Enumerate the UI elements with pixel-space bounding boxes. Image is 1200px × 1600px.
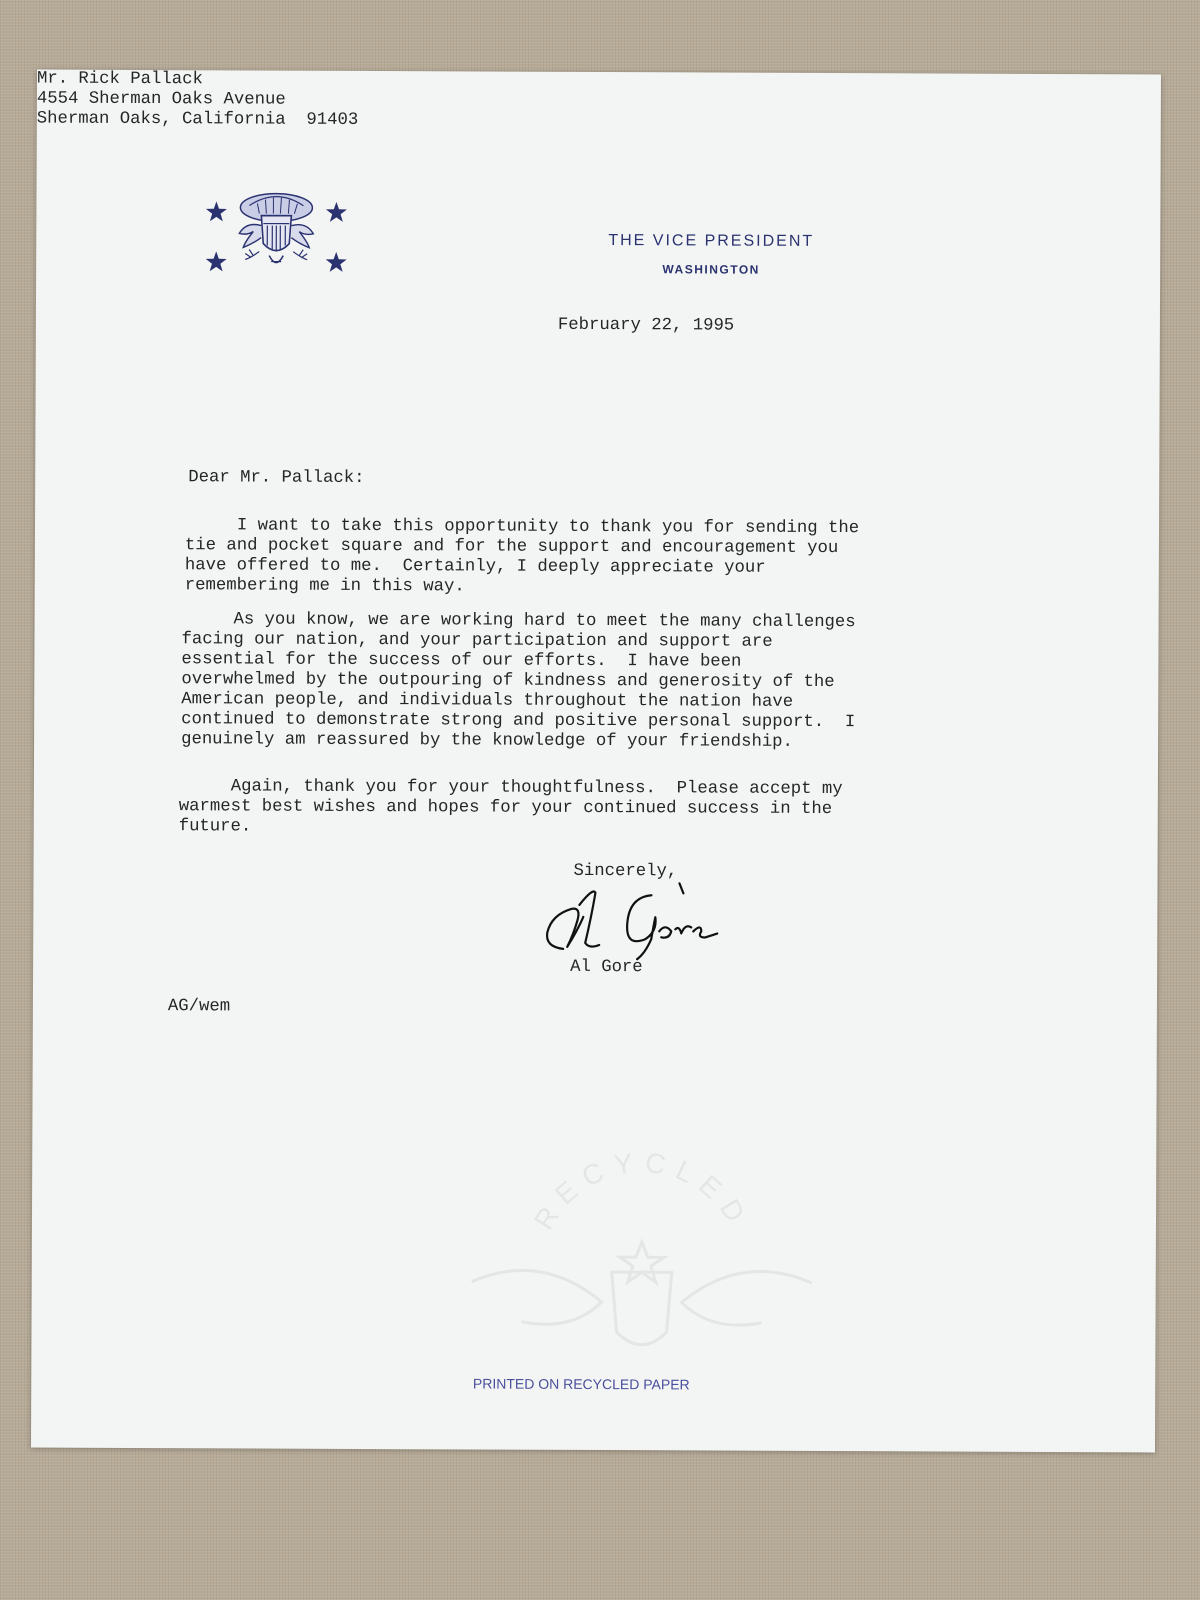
letterhead-seal-group bbox=[201, 185, 351, 286]
star-icon bbox=[326, 252, 347, 272]
reference-initials: AG/wem bbox=[167, 997, 231, 1017]
body-paragraph-3: Again, thank you for your thoughtfulness. Please accept my warmest best wishes and hopes for your continued success in the future. bbox=[178, 777, 843, 837]
letter-date: February 22, 1995 bbox=[557, 315, 735, 336]
recipient-street: 4554 Sherman Oaks Avenue bbox=[36, 89, 286, 110]
letter-paper bbox=[31, 70, 1161, 1453]
star-icon bbox=[206, 251, 227, 271]
salutation: Dear Mr. Pallack: bbox=[188, 468, 365, 488]
star-icon bbox=[326, 202, 347, 222]
vice-presidential-seal-icon bbox=[239, 193, 313, 262]
letterhead-title: THE VICE PRESIDENT bbox=[608, 232, 815, 250]
recycled-watermark bbox=[451, 1131, 832, 1393]
body-paragraph-2: As you know, we are working hard to meet the many challenges facing our nation, and your participation and support are essential for the success of our efforts. I have been overwhelmed by the outpouring of kindness and generosity of the American people, and individuals throughout the nation have continued to demonstrate strong and positive personal support. I genuinely am reassured by the knowledge of your friendship. bbox=[181, 610, 856, 752]
letterhead-city: WASHINGTON bbox=[662, 262, 760, 277]
recipient-city-line: Sherman Oaks, California 91403 bbox=[36, 109, 359, 130]
footer-note: PRINTED ON RECYCLED PAPER bbox=[472, 1375, 690, 1393]
star-icon bbox=[206, 201, 227, 221]
watermark-text: RECYCLED bbox=[527, 1146, 757, 1236]
signer-name: Al Gore bbox=[570, 957, 643, 978]
handwritten-signature bbox=[533, 877, 733, 968]
recipient-address bbox=[37, 70, 1161, 135]
recipient-name: Mr. Rick Pallack bbox=[36, 69, 203, 90]
closing: Sincerely, bbox=[573, 861, 678, 882]
body-paragraph-1: I want to take this opportunity to thank you for sending the tie and pocket square and for the support and encouragement you have offered to me. Certainly, I deeply appreciate your remembering me in this way. bbox=[184, 516, 860, 597]
svg-text:RECYCLED bbox=[528, 1146, 757, 1236]
